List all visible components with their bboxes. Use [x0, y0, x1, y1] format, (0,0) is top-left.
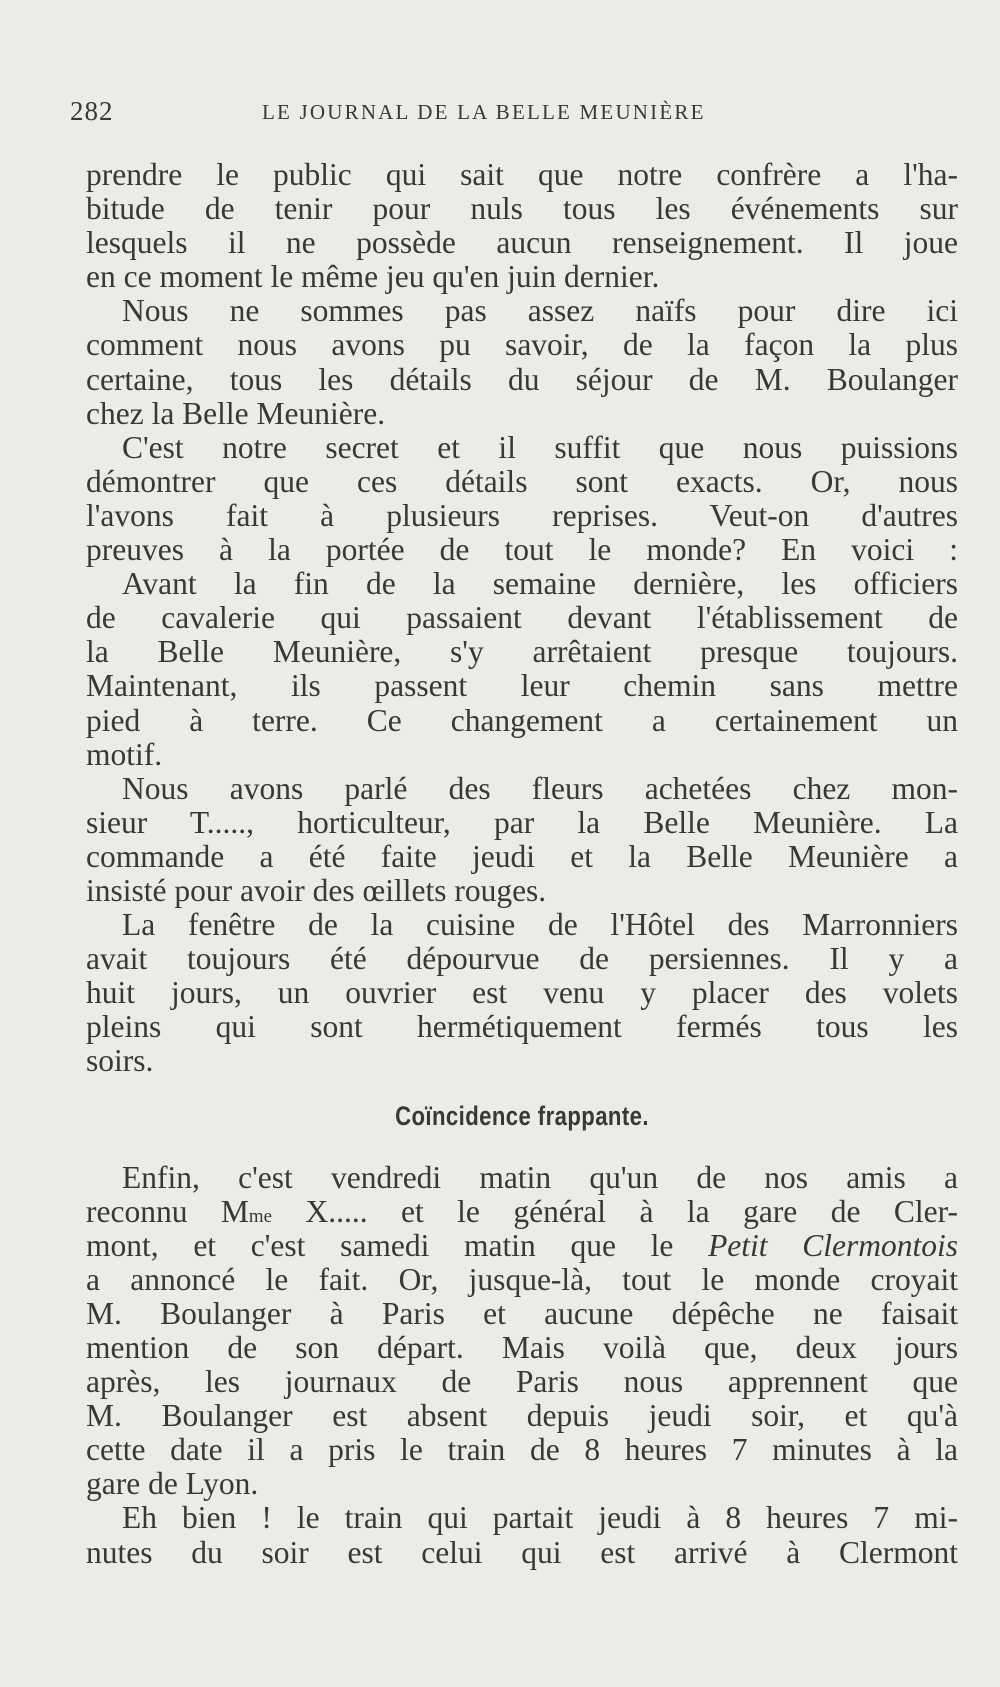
text-line: lesquels il ne possède aucun renseignement. Il joue [86, 225, 958, 261]
text-line: certaine, tous les détails du séjour de M. Boulanger [86, 361, 958, 397]
italic-title: Petit Clermontois [708, 1227, 958, 1263]
text-line: La fenêtre de la cuisine de l'Hôtel des Marronniers [122, 907, 958, 943]
text-fragment: reconnu M [86, 1193, 249, 1229]
page-number: 282 [70, 96, 114, 126]
text-line: bitude de tenir pour nuls tous les événements sur [86, 191, 958, 227]
page-header [70, 96, 950, 132]
body-text [86, 158, 958, 1570]
text-line: C'est notre secret et il suffit que nous puissions [122, 429, 958, 465]
text-line: a annoncé le fait. Or, jusque-là, tout le monde croyait [86, 1261, 958, 1297]
text-line: en ce moment le même jeu qu'en juin dernier. [86, 259, 660, 295]
text-block-before [86, 158, 958, 1079]
text-line [86, 1195, 958, 1229]
text-line: mention de son départ. Mais voilà que, deux jours [86, 1330, 958, 1365]
text-line: gare de Lyon. [86, 1466, 259, 1502]
text-line: avait toujours été dépourvue de persiennes. Il y a [86, 941, 958, 977]
section-subheading: Coïncidence frappante. [395, 1100, 649, 1131]
text-line: Nous avons parlé des fleurs achetées chez mon- [122, 770, 958, 806]
text-line: insisté pour avoir des œillets rouges. [86, 872, 547, 908]
text-fragment: mont, et c'est samedi matin que le [86, 1227, 709, 1263]
text-line: M. Boulanger est absent depuis jeudi soir, et qu'à [86, 1398, 958, 1434]
text-line: soirs. [86, 1043, 154, 1079]
text-line: après, les journaux de Paris nous apprennent que [86, 1364, 958, 1400]
text-line: M. Boulanger à Paris et aucune dépêche ne faisait [86, 1295, 958, 1331]
text-line [86, 1229, 958, 1263]
text-line: chez la Belle Meunière. [86, 395, 386, 431]
text-line: prendre le public qui sait que notre confrère a l'ha- [86, 157, 958, 192]
text-line: motif. [86, 736, 163, 772]
text-line: Maintenant, ils passent leur chemin sans mettre [86, 668, 958, 704]
text-line: Nous ne sommes pas assez naïfs pour dire ici [122, 293, 958, 329]
text-line: pleins qui sont hermétiquement fermés tous les [86, 1009, 958, 1045]
text-line: de cavalerie qui passaient devant l'établissement de [86, 600, 958, 636]
text-line: démontrer que ces détails sont exacts. Or, nous [86, 463, 958, 499]
running-head: LE JOURNAL DE LA BELLE MEUNIÈRE [262, 100, 706, 124]
superscript-abbrev: me [248, 1205, 272, 1227]
text-block-after [86, 1263, 958, 1570]
text-line: Enfin, c'est vendredi matin qu'un de nos amis a [122, 1159, 958, 1195]
text-line: l'avons fait à plusieurs reprises. Veut-on d'autres [86, 497, 958, 533]
text-fragment: X..... et le général à la gare de Cler- [272, 1193, 958, 1229]
text-line: Avant la fin de la semaine dernière, les officiers [122, 566, 958, 602]
text-line: comment nous avons pu savoir, de la façon la plus [86, 327, 958, 363]
text-line: nutes du soir est celui qui est arrivé à Clermont [86, 1534, 958, 1570]
text-line: sieur T....., horticulteur, par la Belle Meunière. La [86, 804, 958, 840]
text-line: preuves à la portée de tout le monde? En voici : [86, 532, 958, 568]
text-line: huit jours, un ouvrier est venu y placer des volets [86, 975, 958, 1011]
text-line: cette date il a pris le train de 8 heures 7 minutes à la [86, 1432, 958, 1468]
text-line: commande a été faite jeudi et la Belle Meunière a [86, 838, 958, 874]
text-line: Eh bien ! le train qui partait jeudi à 8 heures 7 mi- [122, 1500, 958, 1536]
text-line: la Belle Meunière, s'y arrêtaient presque toujours. [86, 634, 958, 670]
text-line: pied à terre. Ce changement a certainement un [86, 702, 958, 738]
